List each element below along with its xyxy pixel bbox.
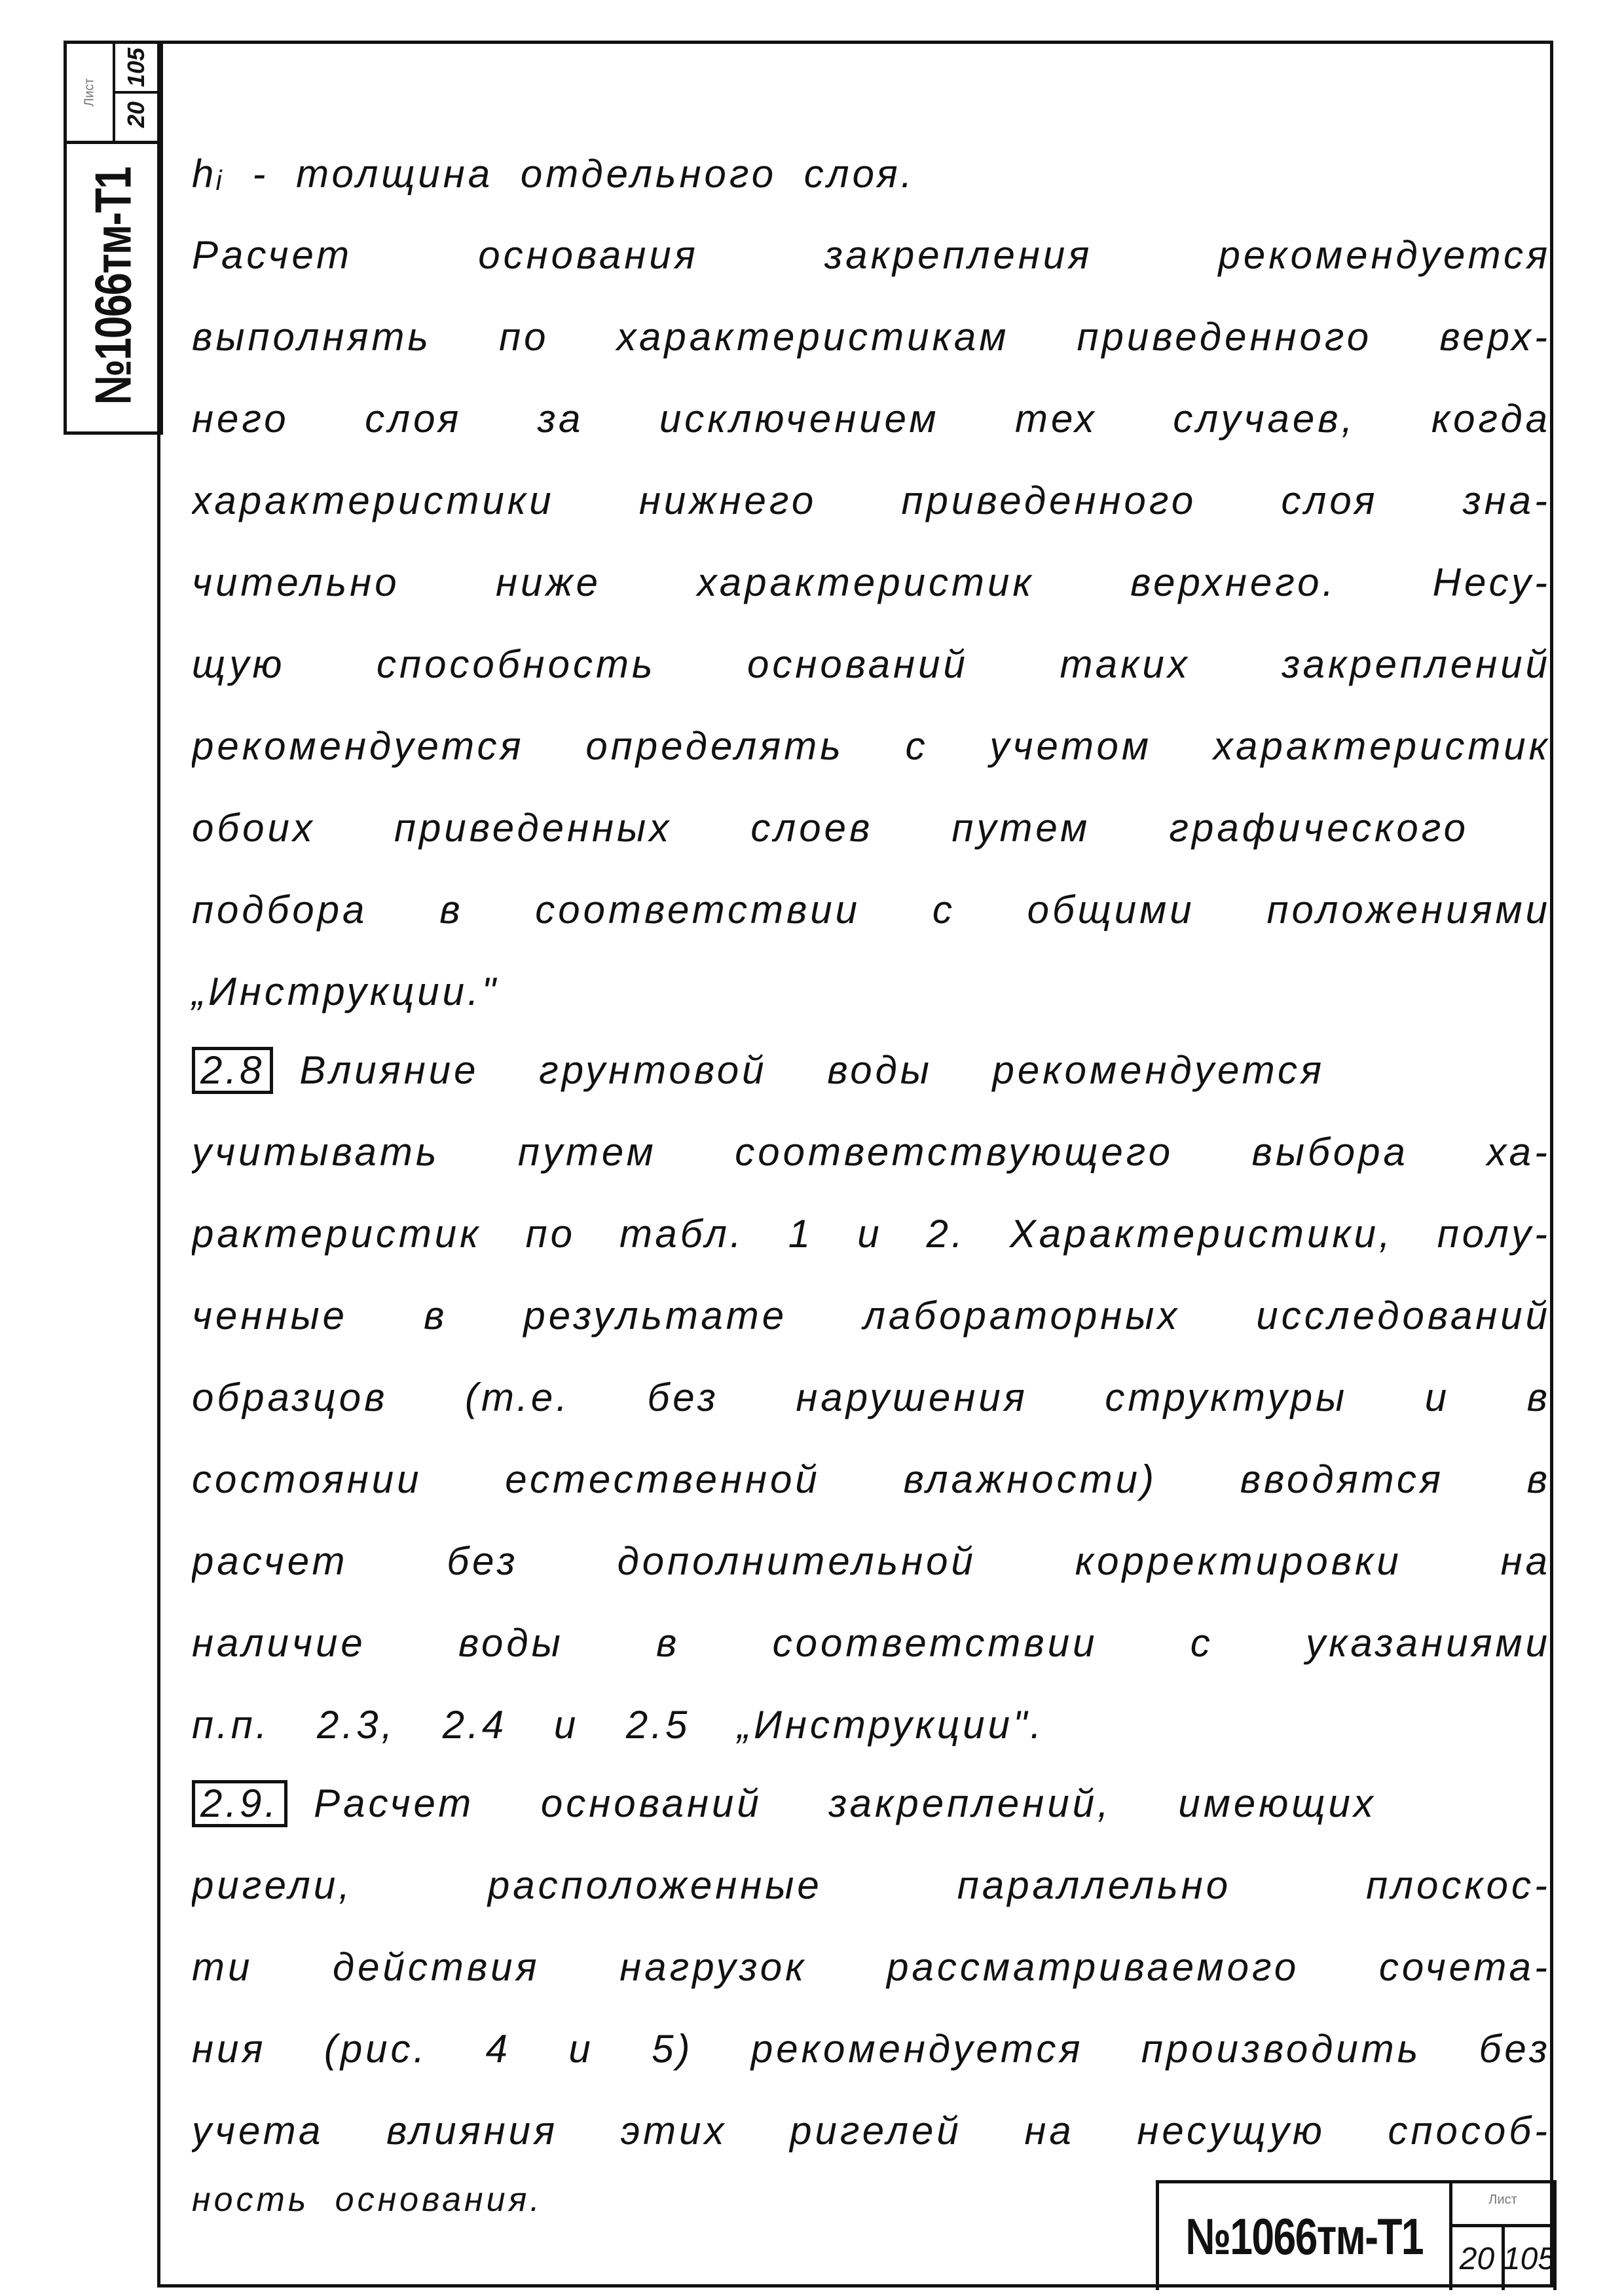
- text-line: образцов (т.е. без нарушения структуры и в: [192, 1376, 1551, 1419]
- text-line: hᵢ - толщина отдельного слоя.: [192, 152, 915, 196]
- section-number: 2.9.: [192, 1780, 287, 1827]
- text-line: состоянии естественной влажности) вводятся в: [192, 1457, 1551, 1501]
- text: Расчет оснований закреплений, имеющих: [314, 1781, 1376, 1825]
- stamp-sheet: 20: [1452, 2227, 1505, 2290]
- text-line-section-2-9: [192, 1777, 1551, 1830]
- text: Влияние грунтовой воды рекомендуется: [299, 1048, 1325, 1092]
- stamp-sheet: 20: [122, 101, 149, 128]
- text-line: чительно ниже характеристик верхнего. Несу-: [192, 560, 1551, 604]
- text-line: наличие воды в соответствии с указаниями: [192, 1621, 1551, 1665]
- text-line: расчет без дополнительной корректировки на: [192, 1539, 1551, 1583]
- stamp-label: Лист: [1452, 2183, 1553, 2227]
- text-line: п.п. 2.3, 2.4 и 2.5 „Инструкции".: [192, 1703, 1044, 1747]
- text-line: „Инструкции.": [192, 970, 499, 1013]
- text-line: ченные в результате лабораторных исследований: [192, 1294, 1551, 1338]
- side-stamp: [64, 41, 163, 435]
- text-line: выполнять по характеристикам приведенного верх-: [192, 315, 1551, 359]
- text-line: Расчет основания закрепления рекомендуется: [192, 233, 1551, 277]
- section-number: 2.8: [192, 1047, 273, 1094]
- text-line: него слоя за исключением тех случаев, когда: [192, 397, 1551, 441]
- stamp-total: 105: [122, 47, 149, 88]
- text-line: обоих приведенных слоев путем графического: [192, 806, 1469, 850]
- text-line: ригели, расположенные параллельно плоскос-: [192, 1863, 1551, 1907]
- stamp-label: Лист: [82, 78, 97, 107]
- text-line: учитывать путем соответствующего выбора ха-: [192, 1130, 1551, 1174]
- text-line: учета влияния этих ригелей на несущую способ-: [192, 2109, 1551, 2153]
- text-line: ти действия нагрузок рассматриваемого сочета-: [192, 1945, 1551, 1989]
- corner-stamp: [1156, 2180, 1557, 2290]
- text-line: рактеристик по табл. 1 и 2. Характеристики, полу-: [192, 1212, 1551, 1256]
- text-line: рекомендуется определять с учетом характеристик: [192, 724, 1551, 768]
- text-line: ния (рис. 4 и 5) рекомендуется производить без: [192, 2027, 1551, 2071]
- text-line: ность основания.: [192, 2181, 543, 2219]
- text-line: характеристики нижнего приведенного слоя зна-: [192, 479, 1551, 522]
- text-line-section-2-8: [192, 1044, 1551, 1097]
- stamp-total: 105: [1502, 2241, 1556, 2276]
- text-line: подбора в соответствии с общими положениями: [192, 888, 1551, 932]
- stamp-code: №1066тм-Т1: [1185, 2208, 1423, 2265]
- text-line: щую способность оснований таких закреплений: [192, 642, 1551, 686]
- stamp-code: №1066тм-Т1: [84, 167, 142, 405]
